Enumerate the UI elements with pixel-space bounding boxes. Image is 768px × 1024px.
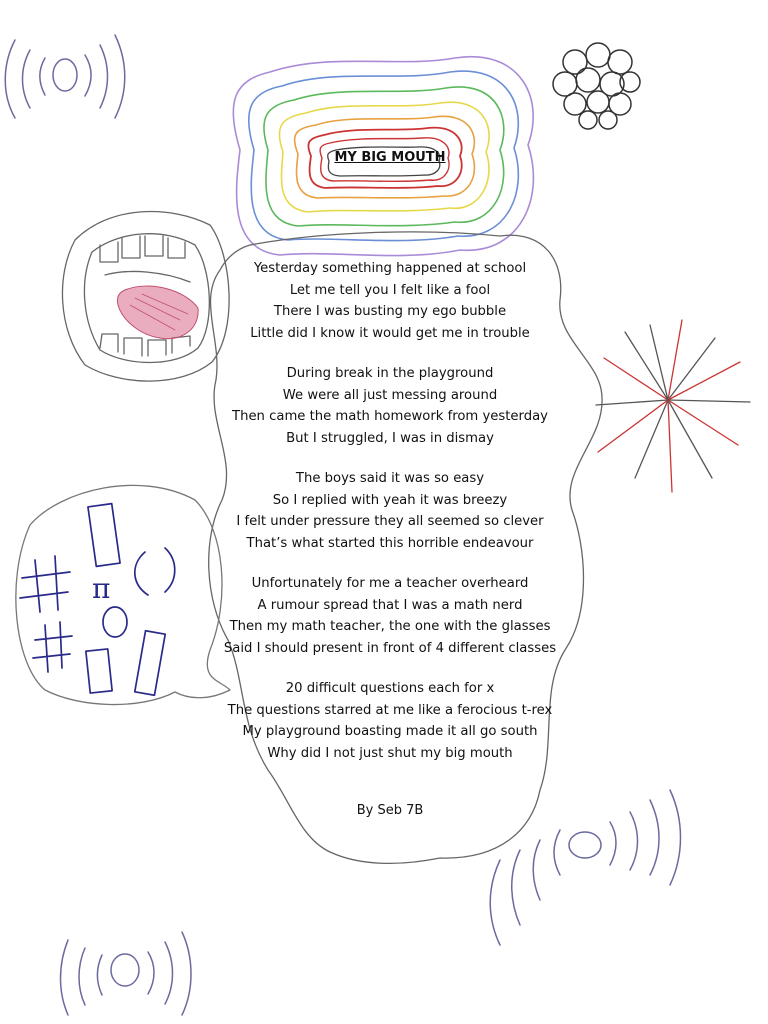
poem-line: Little did I know it would get me in trouble bbox=[250, 325, 530, 341]
poem-line: 20 difficult questions each for x bbox=[285, 681, 495, 696]
poem-line: The boys said it was so easy bbox=[295, 471, 485, 486]
poem-line: Let me tell you I felt like a fool bbox=[289, 282, 491, 298]
poem-title: MY BIG MOUTH bbox=[334, 150, 446, 165]
poem-line: During break in the playground bbox=[286, 366, 494, 381]
poem-line: There I was busting my ego bubble bbox=[273, 304, 507, 319]
pi-symbol: π bbox=[92, 572, 111, 605]
sound-waves-icon bbox=[5, 35, 125, 118]
poem-line: Unfortunately for me a teacher overheard bbox=[251, 576, 529, 591]
poem-line: So I replied with yeah it was breezy bbox=[272, 492, 508, 508]
poem-line: That’s what started this horrible endeavour bbox=[246, 535, 534, 551]
poem-line: A rumour spread that I was a math nerd bbox=[257, 597, 523, 613]
poem-line: My playground boasting made it all go south bbox=[242, 724, 538, 739]
poem-line: The questions starred at me like a ferocious t-rex bbox=[227, 702, 553, 718]
stanza bbox=[200, 258, 580, 344]
stanza bbox=[200, 678, 580, 764]
bubbles-cluster-icon bbox=[553, 43, 640, 129]
speech-bubble-icon bbox=[16, 485, 230, 704]
poem-line: I felt under pressure they all seemed so clever bbox=[236, 514, 544, 529]
poem-line: We were all just messing around bbox=[282, 387, 498, 403]
stanza bbox=[200, 363, 580, 449]
tongue-icon bbox=[117, 286, 198, 339]
sound-waves-icon bbox=[490, 790, 680, 945]
poem-line: Then my math teacher, the one with the glasses bbox=[229, 619, 551, 634]
stanza bbox=[200, 573, 580, 659]
firework-icon bbox=[596, 320, 750, 492]
author-byline: By Seb 7B bbox=[356, 803, 424, 818]
poem-line: But I struggled, I was in dismay bbox=[286, 430, 494, 446]
stanza bbox=[200, 468, 580, 554]
poem-line: Said I should present in front of 4 different classes bbox=[223, 640, 557, 656]
poem-line: Then came the math homework from yesterday bbox=[232, 409, 548, 424]
poem-line: Yesterday something happened at school bbox=[253, 261, 527, 276]
poem-line: Why did I not just shut my big mouth bbox=[267, 745, 513, 761]
poem-body bbox=[200, 258, 580, 783]
sound-waves-icon bbox=[61, 932, 192, 1015]
